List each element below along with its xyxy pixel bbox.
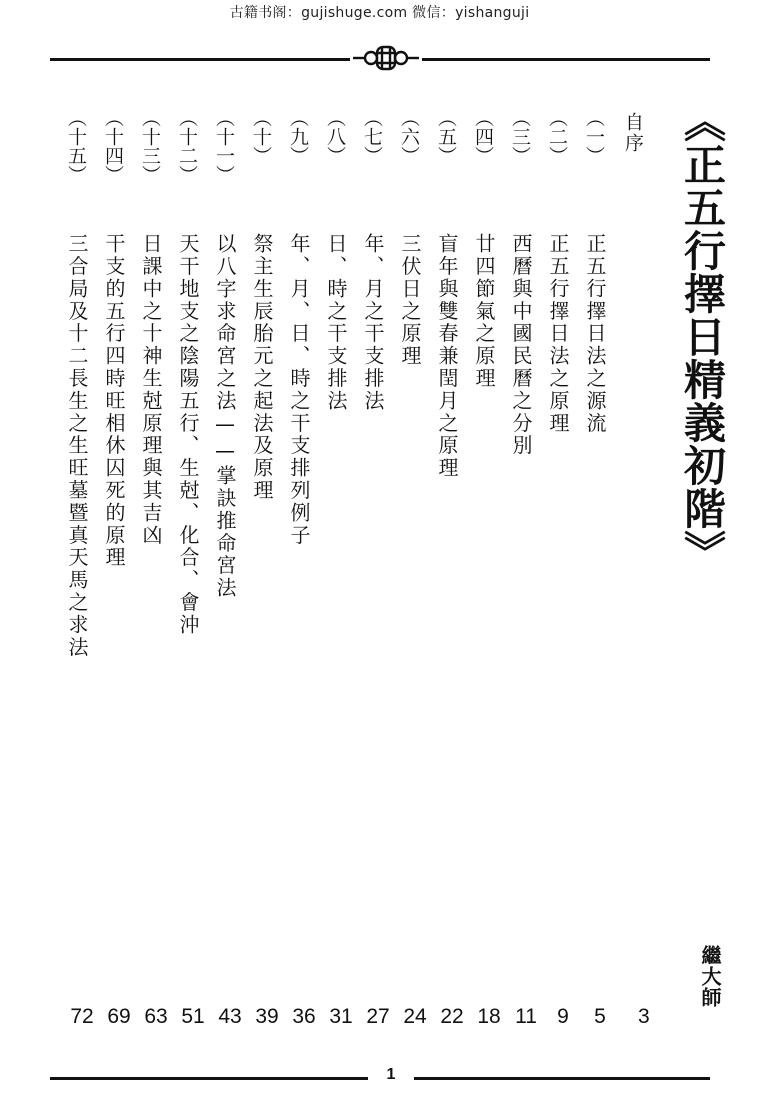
watermark-text: 古籍书阁：gujishuge.com 微信：yishanguji (229, 5, 530, 21)
toc-entry[interactable] (139, 108, 172, 1028)
toc-entry[interactable] (435, 108, 468, 1028)
toc-entry-page: 22 (440, 1005, 464, 1028)
toc-entry[interactable] (361, 108, 394, 1028)
page-number: 1 (386, 1066, 396, 1083)
toc-entry-number: （八） (324, 108, 346, 165)
toc-entry-number: （十） (250, 108, 272, 165)
toc-entry-page: 43 (218, 1005, 242, 1028)
toc-entry-page: 5 (594, 1005, 606, 1028)
book-title: 《正五行擇日精義初階》 (678, 100, 727, 573)
toc-entry-title: 祭主生辰胎元之起法及原理 (250, 233, 274, 502)
toc-entry-number: （四） (472, 108, 494, 165)
toc-entry-page: 63 (144, 1005, 168, 1028)
toc-entry-title: 西曆與中國民曆之分別 (509, 233, 533, 457)
toc-entry[interactable] (472, 108, 505, 1028)
preface-page-number: 3 (638, 1005, 650, 1028)
toc-entry-page: 36 (292, 1005, 316, 1028)
top-rule-left (50, 58, 350, 61)
toc-entry[interactable] (324, 108, 357, 1028)
top-rule-right (422, 58, 710, 61)
toc-entry-title: 盲年與雙春兼閏月之原理 (435, 233, 459, 480)
toc-entry-title: 日課中之十神生尅原理與其吉凶 (139, 233, 163, 547)
toc-entry-title: 干支的五行四時旺相休囚死的原理 (102, 233, 126, 569)
toc-entry[interactable] (583, 108, 616, 1028)
toc-entry-page: 39 (255, 1005, 279, 1028)
toc-entry-number: （二） (546, 108, 568, 165)
toc-entry-title: 天干地支之陰陽五行、生尅、化合、會沖 (176, 233, 200, 637)
toc-entry-page: 31 (329, 1005, 353, 1028)
toc-entry-number: （一） (583, 108, 605, 165)
toc-entry-title: 廿四節氣之原理 (472, 233, 496, 390)
toc-entry-page: 27 (366, 1005, 390, 1028)
toc-entry-page: 11 (515, 1005, 537, 1028)
toc-entry-number: （十三） (139, 108, 161, 184)
toc-entry[interactable] (250, 108, 283, 1028)
toc-entry-page: 18 (477, 1005, 501, 1028)
author-name: 繼大師 (698, 945, 722, 1008)
toc-entry-number: （六） (398, 108, 420, 165)
toc-entry-number: （十四） (102, 108, 124, 184)
toc-entry[interactable] (546, 108, 579, 1028)
toc-entry-title: 年、月之干支排法 (361, 233, 385, 413)
toc-entry-page: 51 (181, 1005, 205, 1028)
toc-entry-number: （九） (287, 108, 309, 165)
toc-entry-title: 正五行擇日法之源流 (583, 233, 607, 435)
toc-entry-title: 三合局及十二長生之生旺墓暨真天馬之求法 (65, 233, 89, 659)
toc-entry-number: （十五） (65, 108, 87, 184)
toc-entry-page: 72 (70, 1005, 94, 1028)
toc-entry-title: 日、時之干支排法 (324, 233, 348, 413)
toc-entry[interactable] (176, 108, 209, 1028)
bottom-rule-left (50, 1077, 368, 1080)
toc-entry-number: （十一） (213, 108, 235, 184)
toc-entry-number: （五） (435, 108, 457, 165)
toc-entry-number: （七） (361, 108, 383, 165)
toc-entry-page: 24 (403, 1005, 427, 1028)
toc-entry[interactable] (102, 108, 135, 1028)
bottom-rule-right (414, 1077, 710, 1080)
toc-entry-page: 69 (107, 1005, 131, 1028)
preface-heading: 自序 (622, 112, 644, 154)
toc-entry[interactable] (65, 108, 98, 1028)
toc-entry[interactable] (509, 108, 542, 1028)
toc-entry-title: 年、月、日、時之干支排列例子 (287, 233, 311, 547)
toc-entry[interactable] (398, 108, 431, 1028)
toc-entry-title: 以八字求命宮之法——掌訣推命宮法 (213, 233, 237, 600)
toc-entry-number: （十二） (176, 108, 198, 184)
toc-entry[interactable] (287, 108, 320, 1028)
toc-entry-number: （三） (509, 108, 531, 165)
toc-entry-title: 三伏日之原理 (398, 233, 422, 368)
toc-entry-title: 正五行擇日法之原理 (546, 233, 570, 435)
knot-ornament-icon (351, 42, 421, 74)
toc-entry-page: 9 (557, 1005, 569, 1028)
toc-entry[interactable] (213, 108, 246, 1028)
